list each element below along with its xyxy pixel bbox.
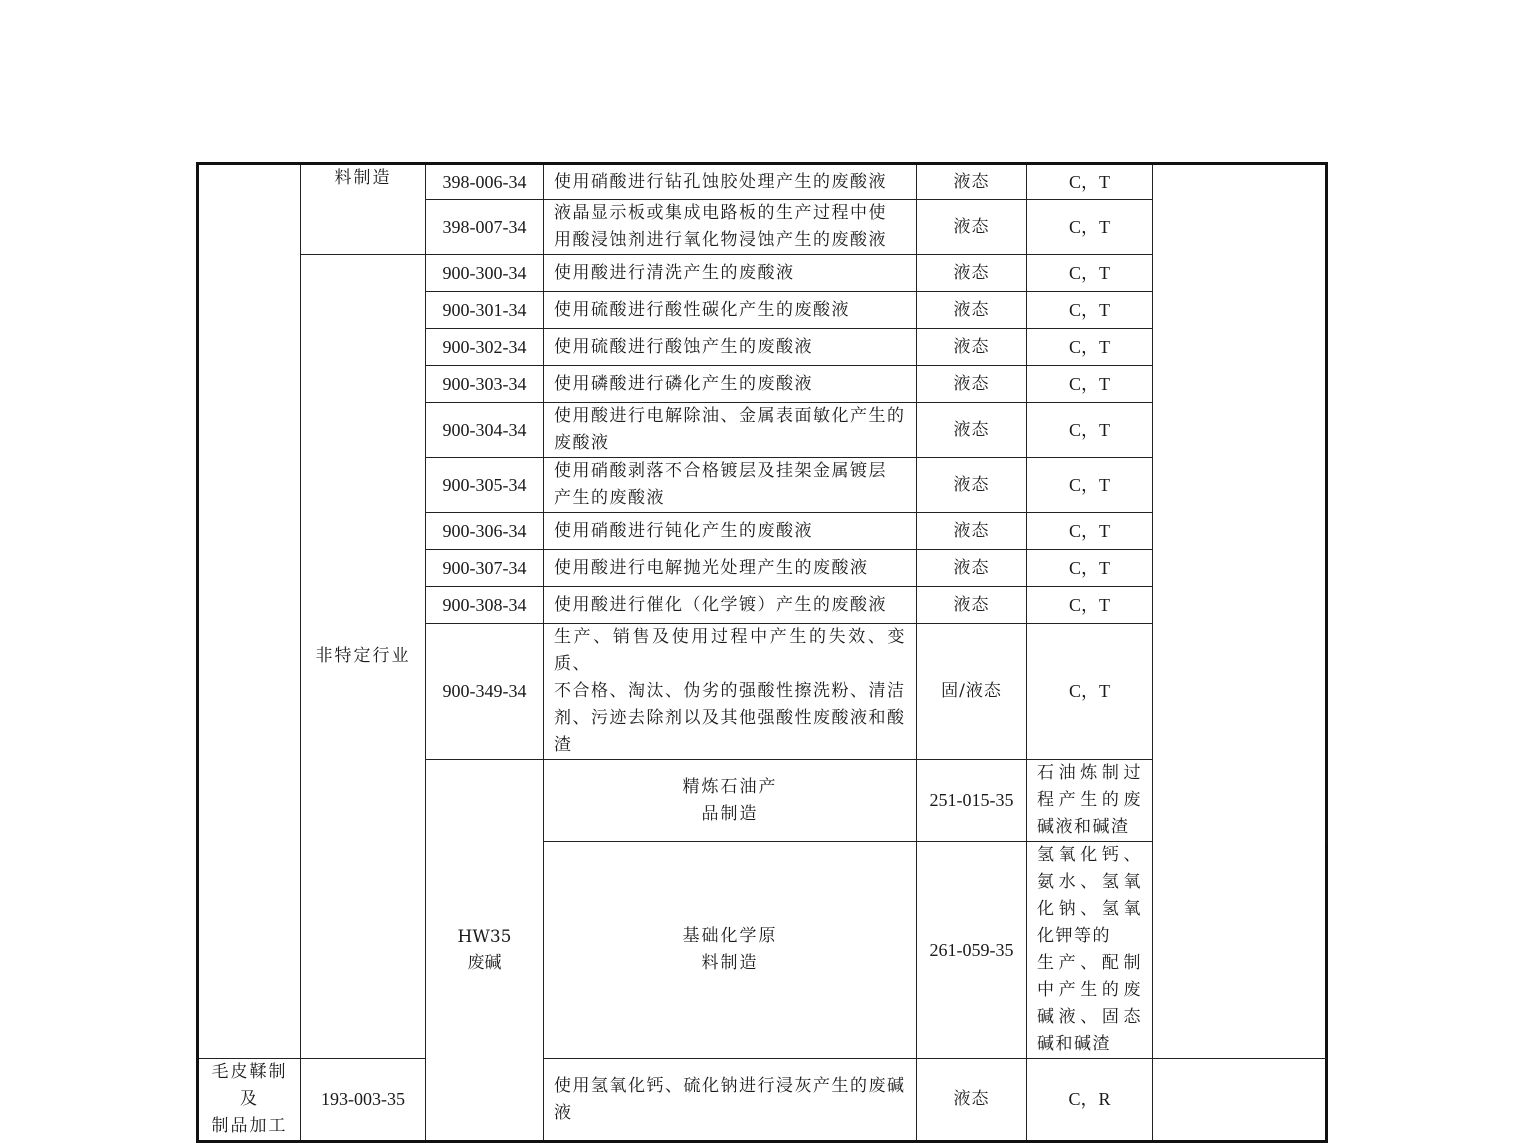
waste-description: 使用硝酸剥落不合格镀层及挂架金属镀层 产生的废酸液 xyxy=(544,458,917,513)
waste-code: 398-007-34 xyxy=(426,200,544,255)
waste-code: 251-015-35 xyxy=(917,760,1027,842)
industry-label: 非特定行业 xyxy=(315,646,411,666)
waste-description: 生产、销售及使用过程中产生的失效、变质、 不合格、淘汰、伪劣的强酸性擦洗粉、清洁 剂、污迹去除剂以及其他强酸性废酸液和酸 渣 xyxy=(544,624,917,760)
waste-code: 193-003-35 xyxy=(301,1059,426,1142)
hazard-property: C，T xyxy=(1027,624,1153,760)
waste-code: 900-302-34 xyxy=(426,329,544,366)
waste-state: 固/液态 xyxy=(917,624,1027,760)
waste-code: 900-304-34 xyxy=(426,403,544,458)
waste-state: 液态 xyxy=(917,200,1027,255)
waste-description: 使用磷酸进行磷化产生的废酸液 xyxy=(544,366,917,403)
waste-description: 液晶显示板或集成电路板的生产过程中使 用酸浸蚀剂进行氧化物浸蚀产生的废酸液 xyxy=(544,200,917,255)
hazard-property: C，T xyxy=(1027,292,1153,329)
industry-cell-leather: 毛皮鞣制及 制品加工 xyxy=(198,1059,301,1142)
waste-state: 液态 xyxy=(917,292,1027,329)
waste-code: 900-308-34 xyxy=(426,587,544,624)
waste-state: 液态 xyxy=(917,550,1027,587)
waste-description: 氢氧化钙、氨水、氢氧化钠、氢氧化钾等的 生产、配制中产生的废碱液、固态碱和碱渣 xyxy=(1027,842,1153,1059)
waste-state: 液态 xyxy=(917,329,1027,366)
waste-code: 900-301-34 xyxy=(426,292,544,329)
waste-description: 使用酸进行催化（化学镀）产生的废酸液 xyxy=(544,587,917,624)
hazard-property: C，T xyxy=(1027,200,1153,255)
table-row xyxy=(198,1059,1327,1142)
waste-description: 使用酸进行电解除油、金属表面敏化产生的 废酸液 xyxy=(544,403,917,458)
waste-state: 液态 xyxy=(917,366,1027,403)
hazard-property: C，T xyxy=(1027,513,1153,550)
hazard-property: C，T xyxy=(1027,403,1153,458)
hazard-property: C，R xyxy=(1027,1059,1153,1142)
category-cell-hw35: HW35 废碱 xyxy=(426,760,544,1142)
industry-cell-non-specific xyxy=(301,255,426,1059)
hazard-property: C，T xyxy=(1027,550,1153,587)
waste-description: 使用酸进行电解抛光处理产生的废酸液 xyxy=(544,550,917,587)
hazard-property: C，T xyxy=(1027,366,1153,403)
hazard-property: C，T xyxy=(1027,164,1153,200)
waste-state: 液态 xyxy=(917,587,1027,624)
waste-state: 液态 xyxy=(917,403,1027,458)
waste-state: 液态 xyxy=(917,513,1027,550)
waste-description: 石油炼制过程产生的废碱液和碱渣 xyxy=(1027,760,1153,842)
waste-state: 液态 xyxy=(917,458,1027,513)
category-cell-continued xyxy=(198,164,301,1059)
waste-code: 900-300-34 xyxy=(426,255,544,292)
waste-description: 使用硫酸进行酸蚀产生的废酸液 xyxy=(544,329,917,366)
waste-code: 900-305-34 xyxy=(426,458,544,513)
industry-label: 料制造 xyxy=(334,168,392,188)
industry-cell-basic-chemical: 基础化学原 料制造 xyxy=(544,842,917,1059)
hazardous-waste-table xyxy=(196,162,1328,1143)
hazard-property: C，T xyxy=(1027,458,1153,513)
waste-code: 398-006-34 xyxy=(426,164,544,200)
hazard-property: C，T xyxy=(1027,587,1153,624)
waste-code: 261-059-35 xyxy=(917,842,1027,1059)
waste-description: 使用硫酸进行酸性碳化产生的废酸液 xyxy=(544,292,917,329)
waste-description: 使用硝酸进行钻孔蚀胶处理产生的废酸液 xyxy=(544,164,917,200)
industry-cell-material xyxy=(301,164,426,255)
table-row xyxy=(198,164,1327,200)
waste-description: 使用硝酸进行钝化产生的废酸液 xyxy=(544,513,917,550)
waste-code: 900-349-34 xyxy=(426,624,544,760)
waste-description: 使用氢氧化钙、硫化钠进行浸灰产生的废碱 液 xyxy=(544,1059,917,1142)
hazard-property: C，T xyxy=(1027,255,1153,292)
waste-code: 900-303-34 xyxy=(426,366,544,403)
industry-cell-petroleum: 精炼石油产 品制造 xyxy=(544,760,917,842)
qty-cell-continued xyxy=(1153,164,1327,1059)
waste-state: 液态 xyxy=(917,1059,1027,1142)
waste-code: 900-307-34 xyxy=(426,550,544,587)
waste-code: 900-306-34 xyxy=(426,513,544,550)
waste-state: 液态 xyxy=(917,255,1027,292)
waste-description: 使用酸进行清洗产生的废酸液 xyxy=(544,255,917,292)
waste-state: 液态 xyxy=(917,164,1027,200)
hazard-property: C，T xyxy=(1027,329,1153,366)
